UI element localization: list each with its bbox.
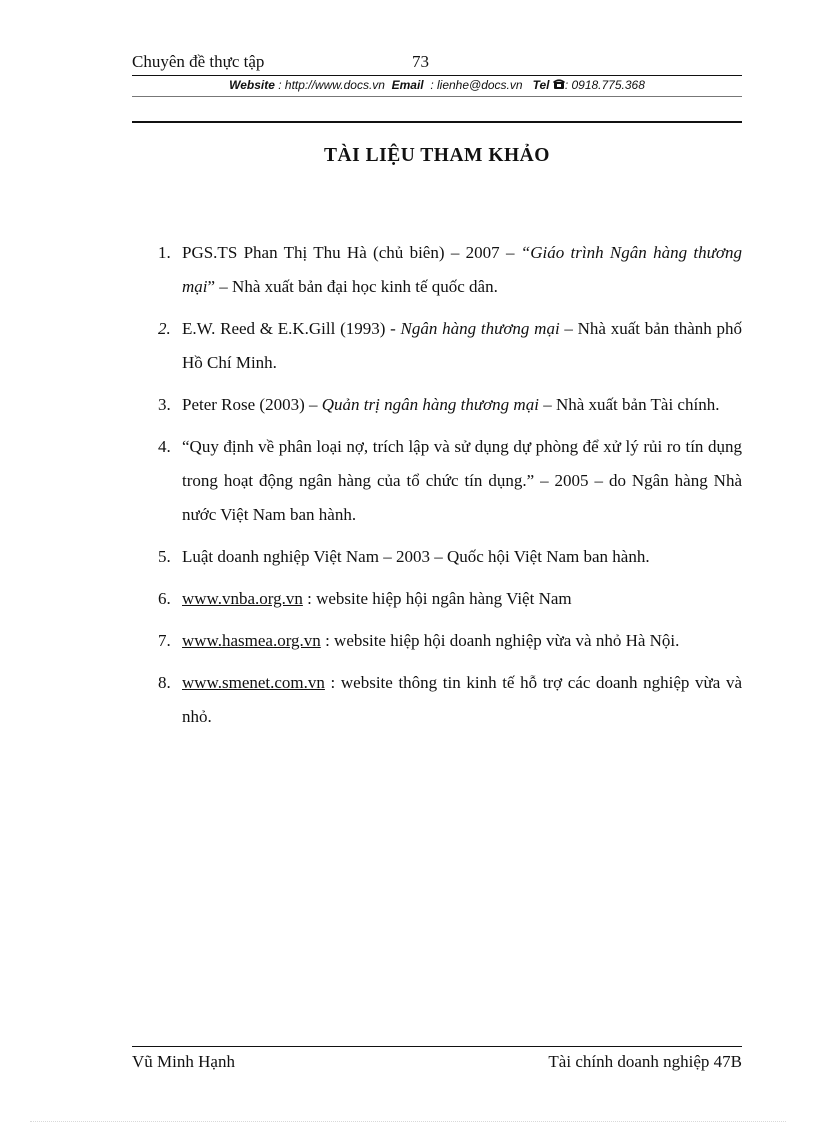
page-header	[132, 52, 742, 74]
header-rule	[132, 75, 742, 76]
reference-link[interactable]: www.vnba.org.vn	[182, 589, 303, 608]
page-title: TÀI LIỆU THAM KHẢO	[324, 145, 550, 166]
reference-text: ” – Nhà xuất bản đại học kinh tế quốc dân.	[207, 277, 498, 296]
reference-text: E.W. Reed & E.K.Gill (1993) -	[182, 319, 401, 338]
reference-number: 7.	[158, 631, 171, 650]
website-value: : http://www.docs.vn	[278, 78, 385, 92]
reference-text: : website hiệp hội ngân hàng Việt Nam	[302, 589, 572, 608]
reference-number: 4.	[158, 437, 171, 456]
reference-number: 2.	[158, 319, 171, 338]
tel-value: : 0918.775.368	[564, 78, 645, 92]
reference-text: PGS.TS Phan Thị Thu Hà (chủ biên) – 2007 –	[182, 243, 521, 262]
reference-italic-text: Quản trị ngân hàng thương mại	[321, 395, 539, 414]
reference-number: 8.	[158, 673, 171, 692]
reference-item	[132, 540, 742, 574]
page-edge-dotted-line	[30, 1121, 786, 1122]
reference-text: “Quy định về phân loại nợ, trích lập và sử dụng dự phòng để xử lý rủi ro tín dụng trong hoạt động ngân hàng của tổ chức tín dụng.” – 2005 – do Ngân hàng Nhà nước Việt Nam ban hành.	[182, 437, 742, 524]
page-number: 73	[412, 52, 429, 71]
contact-line	[132, 78, 742, 92]
tel-label: Tel	[532, 78, 550, 92]
reference-link[interactable]: www.smenet.com.vn	[182, 673, 325, 692]
reference-italic-text: Ngân hàng thương mại	[400, 319, 560, 338]
footer-author: Vũ Minh Hạnh	[132, 1052, 235, 1071]
email-label: Email	[391, 78, 424, 92]
reference-item	[132, 582, 742, 616]
reference-item	[132, 624, 742, 658]
contact-rule	[132, 96, 742, 97]
email-value: : lienhe@docs.vn	[430, 78, 523, 92]
reference-text: Luật doanh nghiệp Việt Nam – 2003 – Quốc hội Việt Nam ban hành.	[182, 547, 650, 566]
header-title: Chuyên đề thực tập	[132, 52, 265, 71]
reference-text: – Nhà xuất bản Tài chính.	[538, 395, 720, 414]
reference-item	[132, 430, 742, 532]
top-separator	[132, 121, 742, 123]
footer-rule	[132, 1046, 742, 1047]
reference-number: 6.	[158, 589, 171, 608]
reference-text: – Nhà xuất bản thành phố Hồ Chí Minh.	[182, 319, 742, 372]
reference-list	[132, 236, 742, 742]
reference-item	[132, 666, 742, 734]
website-label: Website	[229, 78, 275, 92]
reference-item	[132, 388, 742, 422]
reference-italic-text: “Giáo trình Ngân hàng thương mại	[182, 243, 742, 296]
reference-number: 5.	[158, 547, 171, 566]
reference-text: : website thông tin kinh tế hỗ trợ các doanh nghiệp vừa và nhỏ.	[182, 673, 742, 726]
reference-item	[132, 236, 742, 304]
phone-icon	[553, 79, 565, 90]
reference-text: : website hiệp hội doanh nghiệp vừa và nhỏ Hà Nội.	[320, 631, 680, 650]
footer-class: Tài chính doanh nghiệp 47B	[548, 1052, 742, 1071]
reference-number: 1.	[158, 243, 171, 262]
reference-text: Peter Rose (2003) –	[182, 395, 322, 414]
reference-number: 3.	[158, 395, 171, 414]
reference-link[interactable]: www.hasmea.org.vn	[182, 631, 321, 650]
reference-item	[132, 312, 742, 380]
